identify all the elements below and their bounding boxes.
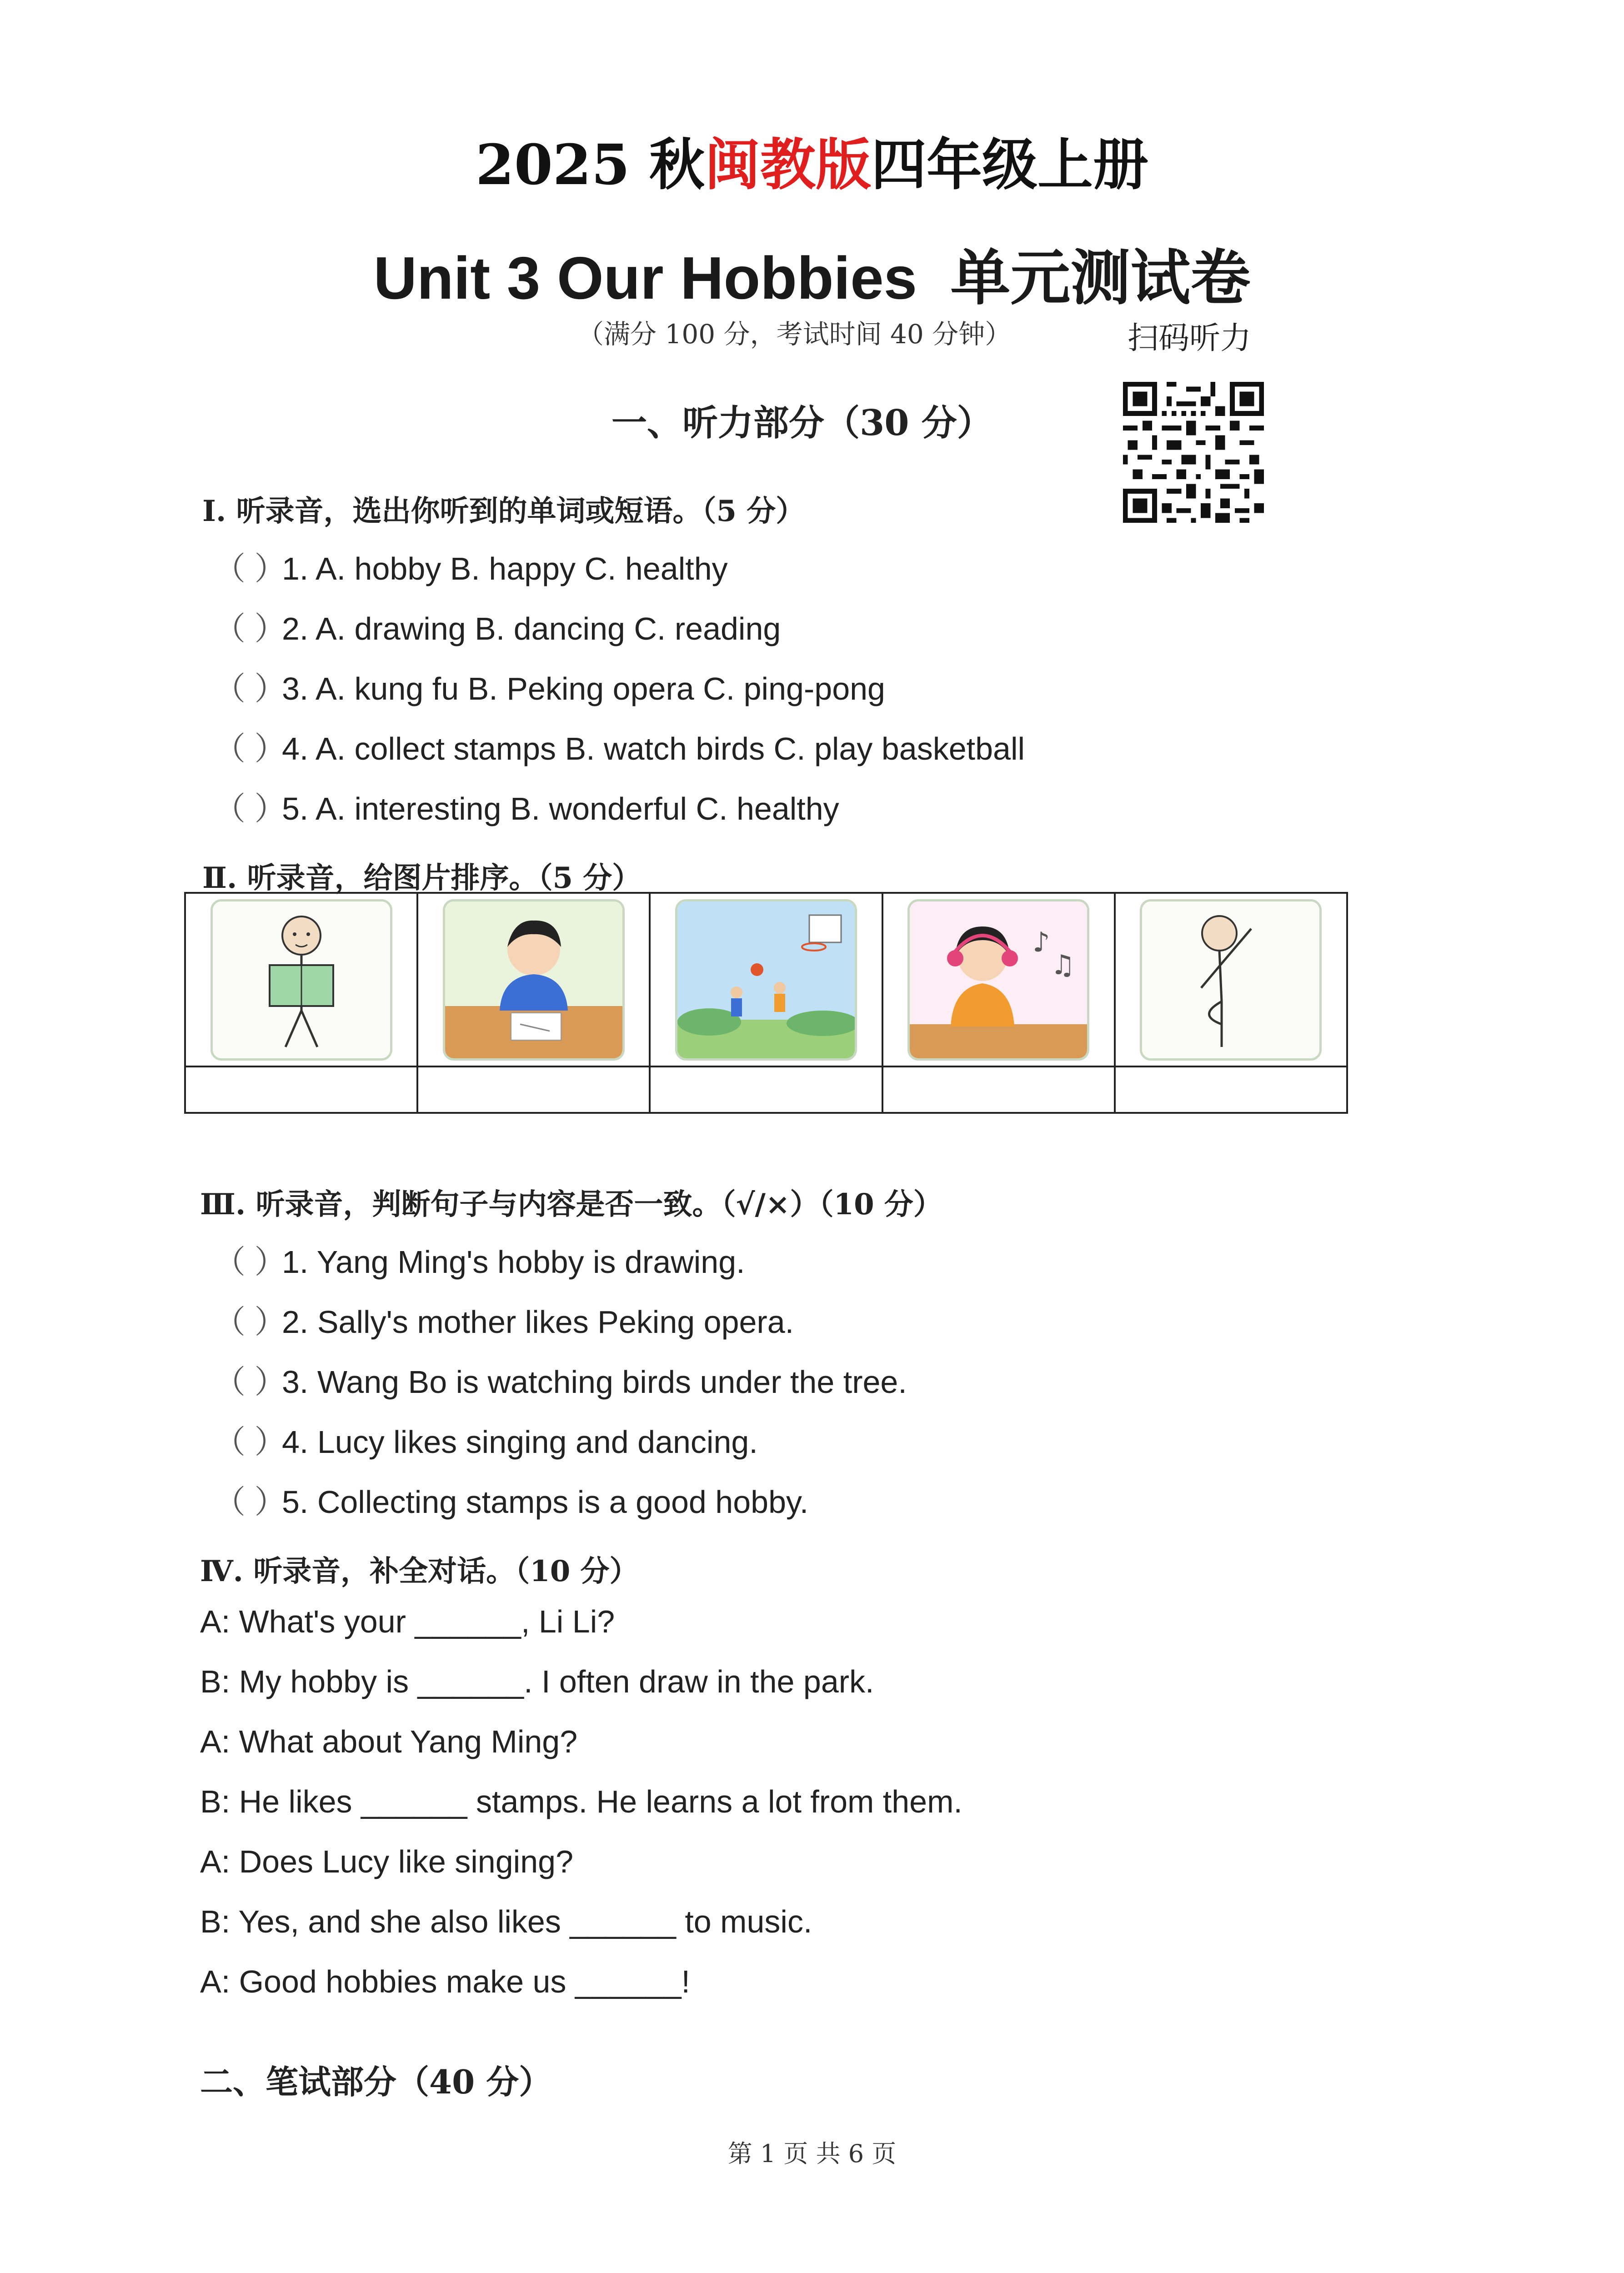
dialogue-line: A: Does Lucy like singing? xyxy=(200,1844,573,1879)
picture-cell xyxy=(650,893,882,1066)
qr-code-icon[interactable] xyxy=(1123,382,1264,523)
list-item xyxy=(214,723,1025,769)
page-number: 第 1 页 共 6 页 xyxy=(727,2139,897,2168)
answer-bracket[interactable]: （ ） xyxy=(214,1244,286,1280)
dancing-icon xyxy=(1140,899,1322,1061)
basketball-icon xyxy=(675,899,857,1061)
item-text: 3. Wang Bo is watching birds under the tree. xyxy=(282,1364,907,1400)
listening-section-heading: 一、听力部分（30 分） xyxy=(612,402,992,444)
document-title-line2 xyxy=(0,230,1624,316)
list-item xyxy=(214,783,839,829)
answer-bracket[interactable]: （ ） xyxy=(214,1304,286,1340)
answer-bracket[interactable]: （ ） xyxy=(214,611,286,646)
list-item xyxy=(214,1417,758,1462)
dialogue-line: A: What about Yang Ming? xyxy=(200,1724,578,1759)
answer-cell[interactable] xyxy=(1115,1066,1347,1113)
part1-heading: Ⅰ. 听录音，选出你听到的单词或短语。（5 分） xyxy=(202,494,805,528)
picture-cell xyxy=(417,893,650,1066)
list-item xyxy=(214,1357,907,1402)
dialogue-line: A: Good hobbies make us ______! xyxy=(200,1964,690,1999)
answer-cell[interactable] xyxy=(882,1066,1115,1113)
answer-bracket[interactable]: （ ） xyxy=(214,731,286,766)
writing-section-heading: 二、笔试部分（40 分） xyxy=(200,2063,552,2101)
answer-cell[interactable] xyxy=(417,1066,650,1113)
item-text: 2. Sally's mother likes Peking opera. xyxy=(282,1304,794,1340)
dialogue-line: B: He likes ______ stamps. He learns a lot from them. xyxy=(200,1784,962,1819)
answer-cell[interactable] xyxy=(185,1066,417,1113)
test-name: 单元测试卷 xyxy=(950,243,1251,313)
answer-bracket[interactable]: （ ） xyxy=(214,1424,286,1460)
item-text: 2. A. drawing B. dancing C. reading xyxy=(282,611,781,646)
list-item xyxy=(214,543,728,589)
title-publisher: 闽教版 xyxy=(705,132,872,197)
list-item xyxy=(214,1237,745,1282)
qr-label: 扫码听力 xyxy=(1128,320,1252,356)
svg-text:♪: ♪ xyxy=(1033,926,1050,958)
item-text: 5. Collecting stamps is a good hobby. xyxy=(282,1484,809,1520)
picture-cell xyxy=(185,893,417,1066)
part3-heading: Ⅲ. 听录音，判断句子与内容是否一致。（√/×）（10 分） xyxy=(200,1187,942,1222)
list-item xyxy=(214,1297,794,1342)
item-text: 1. A. hobby B. happy C. healthy xyxy=(282,551,728,586)
list-item xyxy=(214,663,885,709)
answer-cell[interactable] xyxy=(650,1066,882,1113)
unit-title: Unit 3 Our Hobbies xyxy=(373,245,917,311)
dialogue-line: B: Yes, and she also likes ______ to music. xyxy=(200,1904,812,1939)
item-text: 4. Lucy likes singing and dancing. xyxy=(282,1424,758,1460)
item-text: 5. A. interesting B. wonderful C. healthy xyxy=(282,791,839,826)
item-text: 1. Yang Ming's hobby is drawing. xyxy=(282,1244,745,1280)
drawing-icon xyxy=(443,899,625,1061)
list-item xyxy=(214,1477,808,1522)
answer-bracket[interactable]: （ ） xyxy=(214,791,286,826)
svg-text:♫: ♫ xyxy=(1051,949,1075,981)
part4-heading: Ⅳ. 听录音，补全对话。（10 分） xyxy=(200,1554,639,1588)
exam-info: （满分 100 分，考试时间 40 分钟） xyxy=(577,319,1012,350)
music-icon xyxy=(907,899,1089,1061)
answer-bracket[interactable]: （ ） xyxy=(214,1364,286,1400)
item-text: 3. A. kung fu B. Peking opera C. ping-pong xyxy=(282,671,885,706)
document-title-line1 xyxy=(0,120,1624,200)
reading-icon xyxy=(211,899,392,1061)
item-text: 4. A. collect stamps B. watch birds C. play basketball xyxy=(282,731,1025,766)
dialogue-line: A: What's your ______, Li Li? xyxy=(200,1604,615,1639)
dialogue-line: B: My hobby is ______. I often draw in the park. xyxy=(200,1664,874,1699)
list-item xyxy=(214,603,781,649)
answer-bracket[interactable]: （ ） xyxy=(214,551,286,586)
part2-heading: Ⅱ. 听录音，给图片排序。（5 分） xyxy=(202,861,642,895)
picture-ordering-table xyxy=(184,892,1348,1114)
answer-bracket[interactable]: （ ） xyxy=(214,1484,286,1520)
title-year: 2025 秋 xyxy=(475,132,705,197)
answer-bracket[interactable]: （ ） xyxy=(214,671,286,706)
picture-cell xyxy=(882,893,1115,1066)
picture-cell xyxy=(1115,893,1347,1066)
title-grade: 四年级上册 xyxy=(871,132,1149,197)
